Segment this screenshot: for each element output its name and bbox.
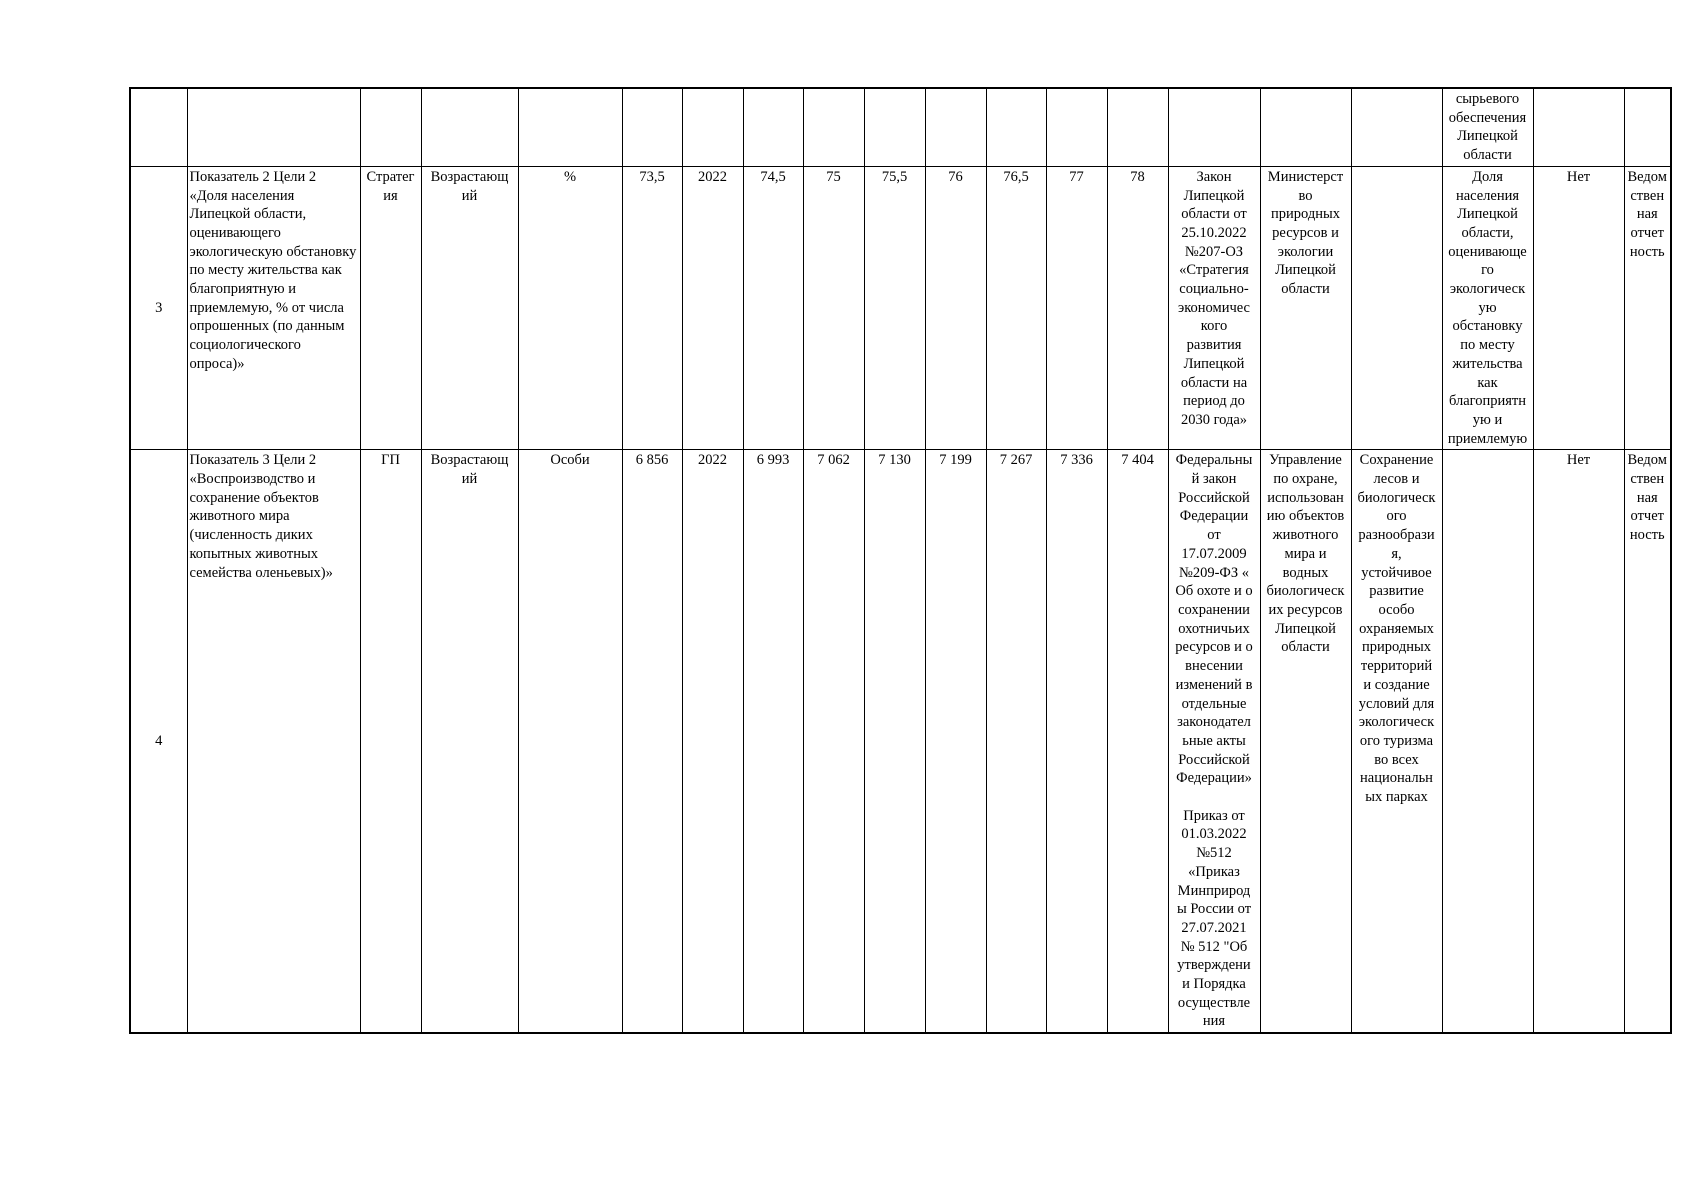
reporting-cell: [1624, 88, 1671, 166]
link-goal-cell: [1351, 88, 1442, 166]
link-indicator-cell: [1442, 450, 1533, 1033]
year-value-cell: 7 199: [925, 450, 986, 1033]
responsible-cell: Управление по охране, использован ию объектов животного мира и водных биологическ их ресурсов Липецкой области: [1260, 450, 1351, 1033]
unit-cell: Особи: [518, 450, 622, 1033]
link-indicator-cell: Доля населения Липецкой области, оценивающе го экологическ ую обстановку по месту жительства как благоприятн ую и приемлемую: [1442, 166, 1533, 450]
year-value-cell: [803, 88, 864, 166]
year-value-cell: 7 336: [1046, 450, 1107, 1033]
year-value-cell: 76,5: [986, 166, 1046, 450]
row-number-cell: [130, 88, 187, 166]
trend-cell: Возрастающ ий: [421, 450, 518, 1033]
responsible-cell: [1260, 88, 1351, 166]
unit-cell: [518, 88, 622, 166]
info-system-cell: [1533, 88, 1624, 166]
year-value-cell: [1046, 88, 1107, 166]
level-cell: Стратег ия: [360, 166, 421, 450]
year-value-cell: [925, 88, 986, 166]
row-number-cell: 4: [130, 450, 187, 1033]
year-value-cell: 77: [1046, 166, 1107, 450]
level-cell: [360, 88, 421, 166]
base-year-cell: 2022: [682, 166, 743, 450]
info-system-cell: Нет: [1533, 450, 1624, 1033]
table-row: [130, 166, 1671, 450]
base-year-cell: 2022: [682, 450, 743, 1033]
year-value-cell: 7 404: [1107, 450, 1168, 1033]
year-value-cell: 6 993: [743, 450, 803, 1033]
year-value-cell: 75,5: [864, 166, 925, 450]
level-cell: ГП: [360, 450, 421, 1033]
indicator-name-cell: Показатель 2 Цели 2 «Доля населения Липецкой области, оценивающего экологическую обстановку по месту жительства как благоприятную и приемлемую, % от числа опрошенных (по данным социологического опроса)»: [187, 166, 360, 450]
link-goal-cell: [1351, 166, 1442, 450]
link-indicator-cell: сырьевого обеспечения Липецкой области: [1442, 88, 1533, 166]
table-row: [130, 88, 1671, 166]
base-year-cell: [682, 88, 743, 166]
base-value-cell: 6 856: [622, 450, 682, 1033]
indicator-name-cell: [187, 88, 360, 166]
year-value-cell: [986, 88, 1046, 166]
document-cell: Федеральны й закон Российской Федерации от 17.07.2009 №209-ФЗ « Об охоте и о сохранении охотничьих ресурсов и о внесении изменений в отдельные законодател ьные акты Российской Федерации» Приказ от 01.03.2022 №512 «Приказ Минприрод ы России от 27.07.2021 № 512 "Об утверждени и Порядка осуществле ния: [1168, 450, 1260, 1033]
indicator-name-cell: Показатель 3 Цели 2 «Воспроизводство и сохранение объектов животного мира (численность диких копытных животных семейства оленьевых)»: [187, 450, 360, 1033]
year-value-cell: 76: [925, 166, 986, 450]
responsible-cell: Министерст во природных ресурсов и экологии Липецкой области: [1260, 166, 1351, 450]
reporting-cell: Ведом ствен ная отчет ность: [1624, 450, 1671, 1033]
link-goal-cell: Сохранение лесов и биологическ ого разнообрази я, устойчивое развитие особо охраняемых природных территорий и создание условий для экологическ ого туризма во всех национальн ых парках: [1351, 450, 1442, 1033]
table-row: [130, 450, 1671, 1033]
info-system-cell: Нет: [1533, 166, 1624, 450]
row-number-cell: 3: [130, 166, 187, 450]
trend-cell: [421, 88, 518, 166]
year-value-cell: [864, 88, 925, 166]
base-value-cell: 73,5: [622, 166, 682, 450]
base-value-cell: [622, 88, 682, 166]
trend-cell: Возрастающ ий: [421, 166, 518, 450]
year-value-cell: [1107, 88, 1168, 166]
reporting-cell: Ведом ствен ная отчет ность: [1624, 166, 1671, 450]
unit-cell: %: [518, 166, 622, 450]
year-value-cell: 78: [1107, 166, 1168, 450]
year-value-cell: 7 062: [803, 450, 864, 1033]
year-value-cell: [743, 88, 803, 166]
year-value-cell: 7 267: [986, 450, 1046, 1033]
year-value-cell: 74,5: [743, 166, 803, 450]
year-value-cell: 75: [803, 166, 864, 450]
document-cell: Закон Липецкой области от 25.10.2022 №207-ОЗ «Стратегия социально- экономичес кого развития Липецкой области на период до 2030 года»: [1168, 166, 1260, 450]
document-cell: [1168, 88, 1260, 166]
indicators-table: [129, 87, 1672, 1034]
year-value-cell: 7 130: [864, 450, 925, 1033]
